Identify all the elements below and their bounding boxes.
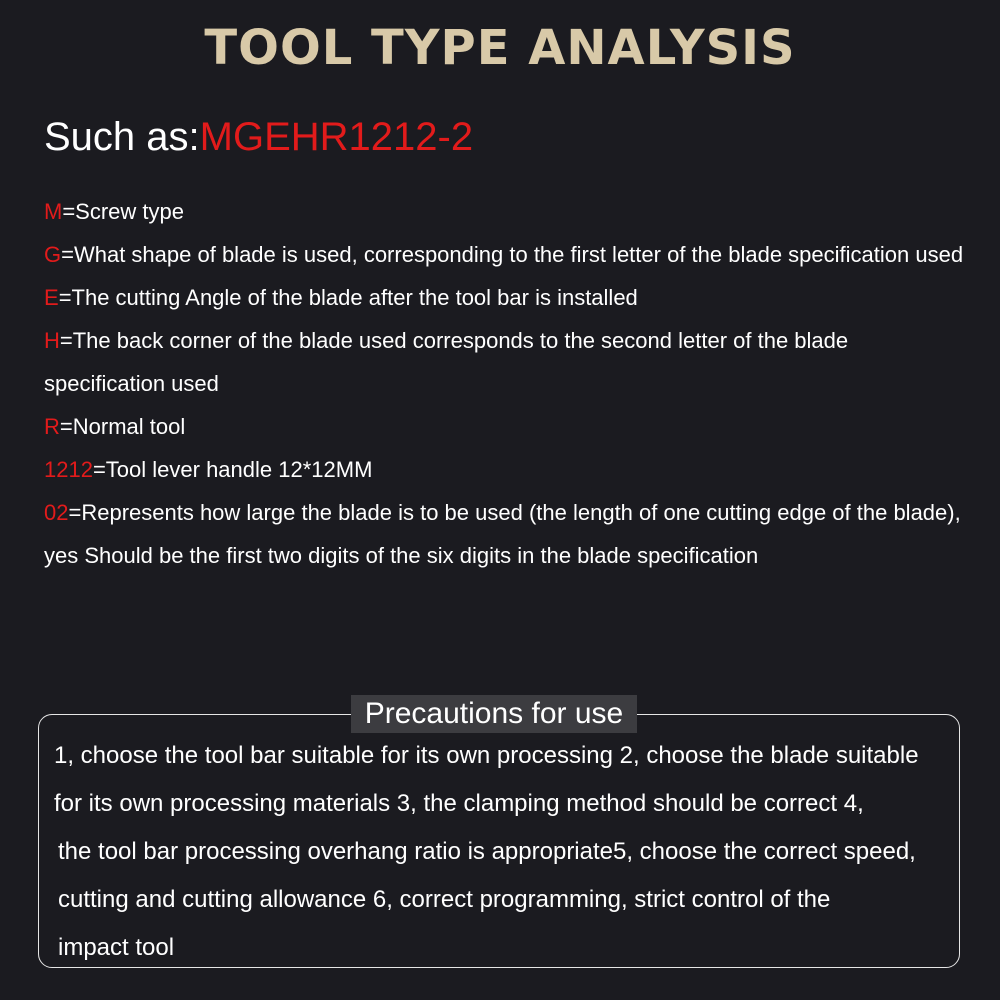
definition-key: 1212 [44,457,93,482]
definition-key: 02 [44,500,69,525]
example-heading [44,112,473,162]
definition-key: E [44,285,59,310]
precaution-line: impact tool [58,934,175,961]
precaution-line: 1, choose the tool bar suitable for its own processing 2, choose the blade suitable [54,742,919,769]
definition-text: =Represents how large the blade is to be used (the length of one cutting edge of the blade), yes Should be the first two digits of the six digits in the blade specification [44,500,961,568]
definition-key: H [44,328,60,353]
definition-text: =The cutting Angle of the blade after the tool bar is installed [58,285,638,310]
definition-item-r [44,405,974,448]
definition-text: =The back corner of the blade used corresponds to the second letter of the blade specification used [44,328,849,396]
example-prefix: Such as: [44,115,200,159]
definition-item-h [44,319,974,405]
definition-key: M [44,199,63,224]
precaution-line: the tool bar processing overhang ratio is appropriate5, choose the correct speed, [58,838,916,865]
definition-item-02 [44,491,974,577]
definition-text: =Tool lever handle 12*12MM [92,457,373,482]
definition-item-g [44,233,974,276]
definition-item-e [44,276,974,319]
page-title: TOOL TYPE ANALYSIS [204,20,796,76]
definition-text: =What shape of blade is used, corresponding to the first letter of the blade specification used [61,242,964,267]
example-model-code: MGEHR1212-2 [199,115,474,159]
definition-text: =Screw type [62,199,184,224]
precaution-line: cutting and cutting allowance 6, correct programming, strict control of the [58,886,831,913]
definition-item-m [44,190,974,233]
definition-key: R [44,414,60,439]
definition-text: =Normal tool [59,414,186,439]
precautions-title: Precautions for use [351,695,637,733]
definition-item-1212 [44,448,974,491]
definition-key: G [44,242,62,267]
precaution-line: for its own processing materials 3, the clamping method should be correct 4, [54,790,864,817]
definition-list [44,190,974,577]
